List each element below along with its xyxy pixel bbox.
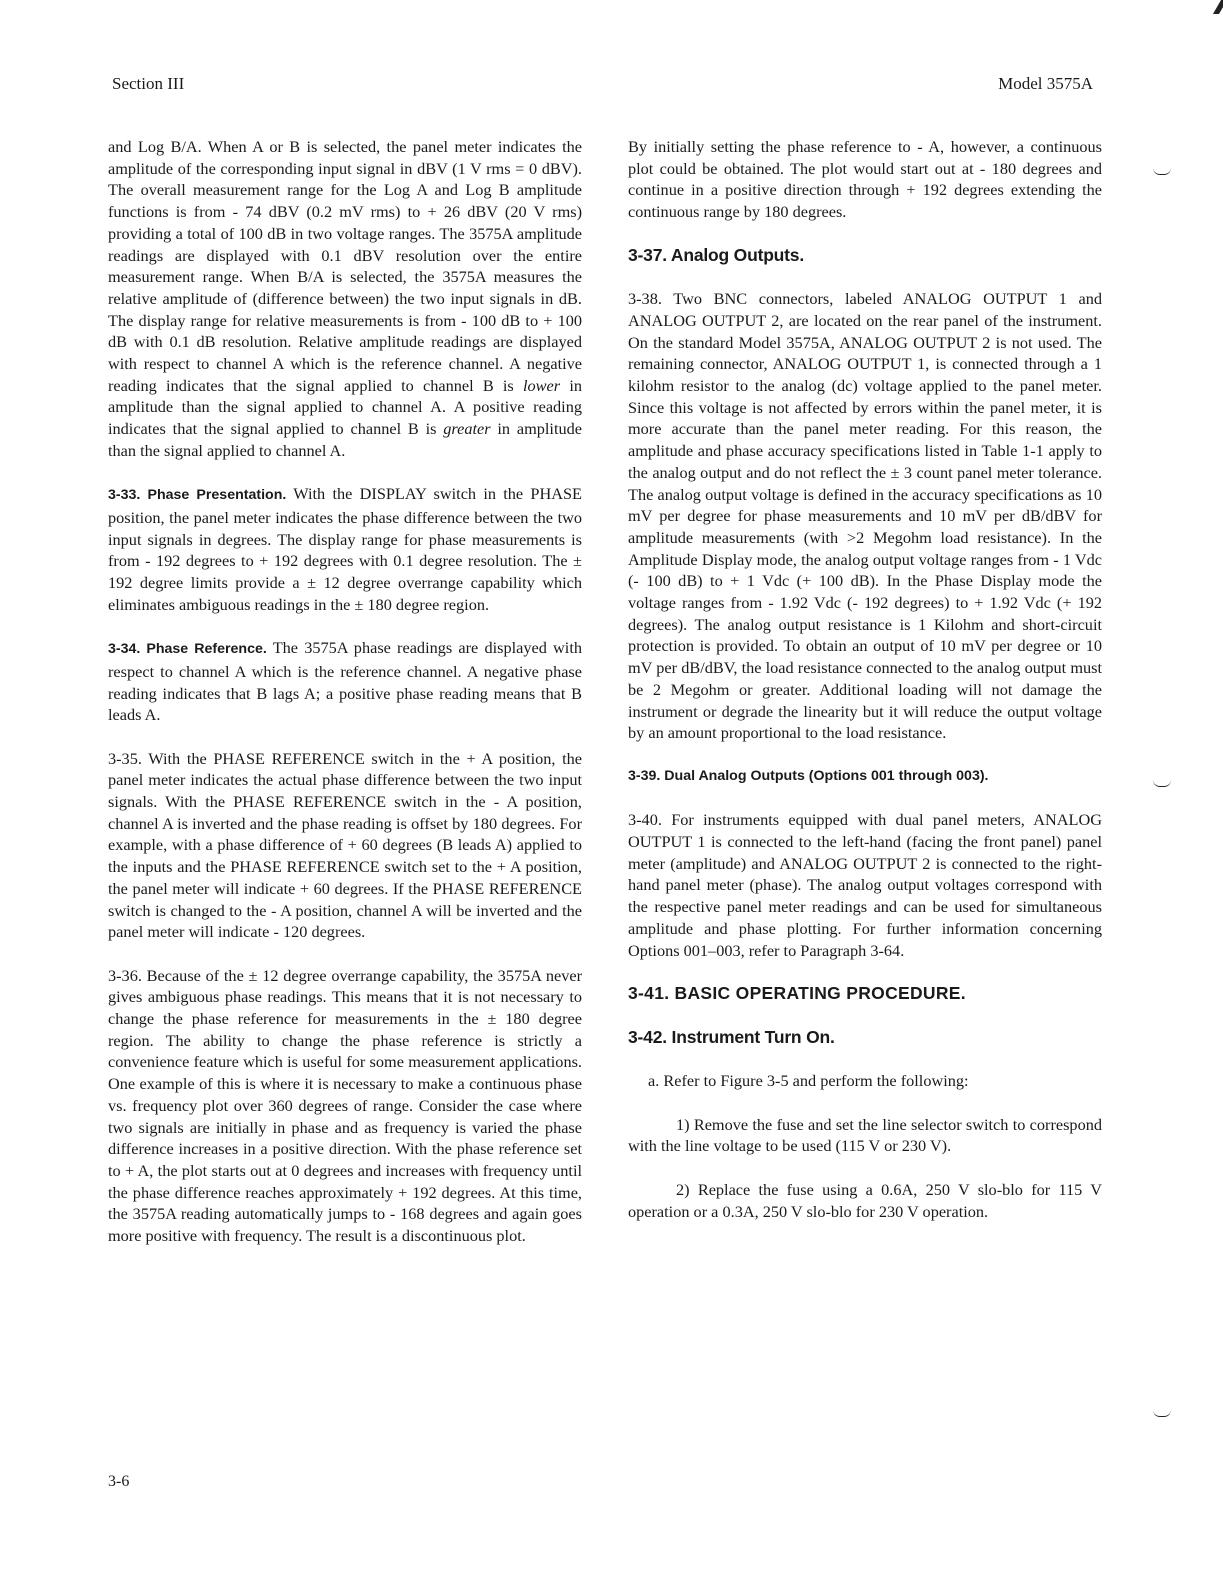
emphasis-lower: lower [523,375,561,395]
heading-3-37: 3-37. Analog Outputs. [628,244,804,265]
step-1: 1) Remove the fuse and set the line selector switch to correspond with the line voltage to be used (115 V or 230 V). [628,1114,1102,1156]
paragraph-3-34: 3-34. Phase Reference. The 3575A phase readings are displayed with respect to channel A which is the reference channel. A negative phase reading indicates that B lags A; a positive phase reading means that B leads A. [108,638,582,725]
paragraph-3-33: 3-33. Phase Presentation. With the DISPLAY switch in the PHASE position, the panel meter indicates the phase difference between the two input signals in degrees. The display range for phase measurements is from - 192 degrees to + 192 degrees with 0.1 degree resolution. The ± 192 degree limits provide a ± 12 degree overrange capability which eliminates ambiguous readings in the ± 180 degree region. [108,484,583,614]
binding-mark [1153,168,1171,175]
page-number: 3-6 [108,1473,130,1490]
step-2: 2) Replace the fuse using a 0.6A, 250 V slo-blo for 115 V operation or a 0.3A, 250 V slo-blo for 230 V operation. [628,1179,1102,1221]
paragraph-continued: By initially setting the phase reference to - A, however, a continuous plot could be obtained. The plot would start out at - 180 degrees and continue in a positive direction through + 192 degrees extending the continuous range by 180 degrees. [628,137,1102,222]
paragraph-3-36: 3-36. Because of the ± 12 degree overrange capability, the 3575A never gives ambiguous phase readings. This means that it is not necessary to change the phase reference for measurements in the ± 180 degree region. The ability to change the phase reference is strictly a convenience feature which is useful for some measurement applications. One example of this is where it is necessary to make a continuous phase vs. frequency plot over 360 degrees of range. Consider the case where two signals are initially in phase and as frequency is varied the phase difference increases in a positive direction. With the phase reference set to + A, the plot starts out at 0 degrees and increases with frequency until the phase difference reaches approximately + 192 degrees. At this time, the 3575A reading automatically jumps to - 168 degrees and again goes more positive with frequency. The result is a discontinuous plot. [108,965,582,1246]
model-label: Model 3575A [998,74,1093,93]
heading-3-39: 3-39. Dual Analog Outputs (Options 001 through 003). [628,767,989,784]
paragraph-3-40: 3-40. For instruments equipped with dual panel meters, ANALOG OUTPUT 1 is connected to the left-hand (facing the front panel) panel meter (amplitude) and ANALOG OUTPUT 2 is connected to the right-hand panel meter (phase). The analog output voltages correspond with the respective panel meter readings and can be used for simultaneous amplitude and phase plotting. For further information concerning Options 001–003, refer to Paragraph 3-64. [628,810,1102,960]
binding-mark [1153,780,1171,787]
binding-mark [1153,1410,1171,1417]
heading-3-41: 3-41. BASIC OPERATING PROCEDURE. [628,982,966,1003]
step-a: a. Refer to Figure 3-5 and perform the following: [648,1071,969,1091]
paragraph-3-35: 3-35. With the PHASE REFERENCE switch in the + A position, the panel meter indicates the actual phase difference between the two input signals. With the PHASE REFERENCE switch in the - A position, channel A is inverted and the phase reading is offset by 180 degrees. For example, with a phase difference of + 60 degrees (B leads A) applied to the inputs and the PHASE REFERENCE switch set to the + A position, the panel meter will indicate + 60 degrees. If the PHASE REFERENCE switch is changed to the - A position, channel A will be inverted and the panel meter will indicate - 120 degrees. [108,748,582,942]
section-label: Section III [112,74,185,93]
heading-3-33: 3-33. Phase Presentation. [108,487,287,504]
left-column [108,136,582,1268]
paragraph-3-38: 3-38. Two BNC connectors, labeled ANALOG OUTPUT 1 and ANALOG OUTPUT 2, are located on the rear panel of the instrument. On the standard Model 3575A, ANALOG OUTPUT 2 is not used. The remaining connector, ANALOG OUTPUT 1, is connected through a 1 kilohm resistor to the analog (dc) voltage applied to the panel meter. Since this voltage is not affected by errors within the panel meter, it is more accurate than the panel meter reading. For this reason, the amplitude and phase accuracy specifications listed in Table 1-1 apply to the analog output and do not reflect the ± 3 count panel meter tolerance. The analog output voltage is defined in the accuracy specifications as 10 mV per degree for phase measurements and 10 mV per dB/dBV for amplitude measurements (with >2 Megohm load resistance). In the Amplitude Display mode, the analog output voltage ranges from - 1 Vdc (- 100 dB) to + 1 Vdc (+ 100 dB). In the Phase Display mode the voltage ranges from - 1.92 Vdc (- 192 degrees) to + 1.92 Vdc (+ 192 degrees). The analog output resistance is 1 Kilohm and short-circuit protection is provided. To obtain an output of 10 mV per degree or 10 mV per dB/dBV, the load resistance connected to the analog output must be 2 Megohm or greater. Additional loading will not damage the instrument or degrade the linearity but it will reduce the output voltage by an amount proportional to the load resistance. [628,289,1102,743]
right-column [628,136,1102,1244]
emphasis-greater: greater [443,419,491,439]
heading-3-34: 3-34. Phase Reference. [108,641,267,658]
heading-3-42: 3-42. Instrument Turn On. [628,1026,835,1047]
paragraph-intro: and Log B/A. When A or B is selected, the panel meter indicates the amplitude of the corresponding input signal in dBV (1 V rms = 0 dBV). The overall measurement range for the Log A and Log B amplitude functions is from - 74 dBV (0.2 mV rms) to + 26 dBV (20 V rms) providing a total of 100 dB in two voltage ranges. The 3575A amplitude readings are displayed with 0.1 dBV resolution over the entire measurement range. When B/A is selected, the 3575A measures the relative amplitude of (difference between) the two input signals in dB. The display range for relative measurements is from - 100 dB to + 100 dB with 0.1 dB resolution. Relative amplitude readings are displayed with respect to channel A which is the reference channel. A negative reading indicates that the signal applied to channel B is lower in amplitude than the signal applied to channel A. A positive reading indicates that the signal applied to channel B is greater in amplitude than the signal applied to channel A. [108,137,582,460]
scan-corner-mark [1213,0,1223,14]
